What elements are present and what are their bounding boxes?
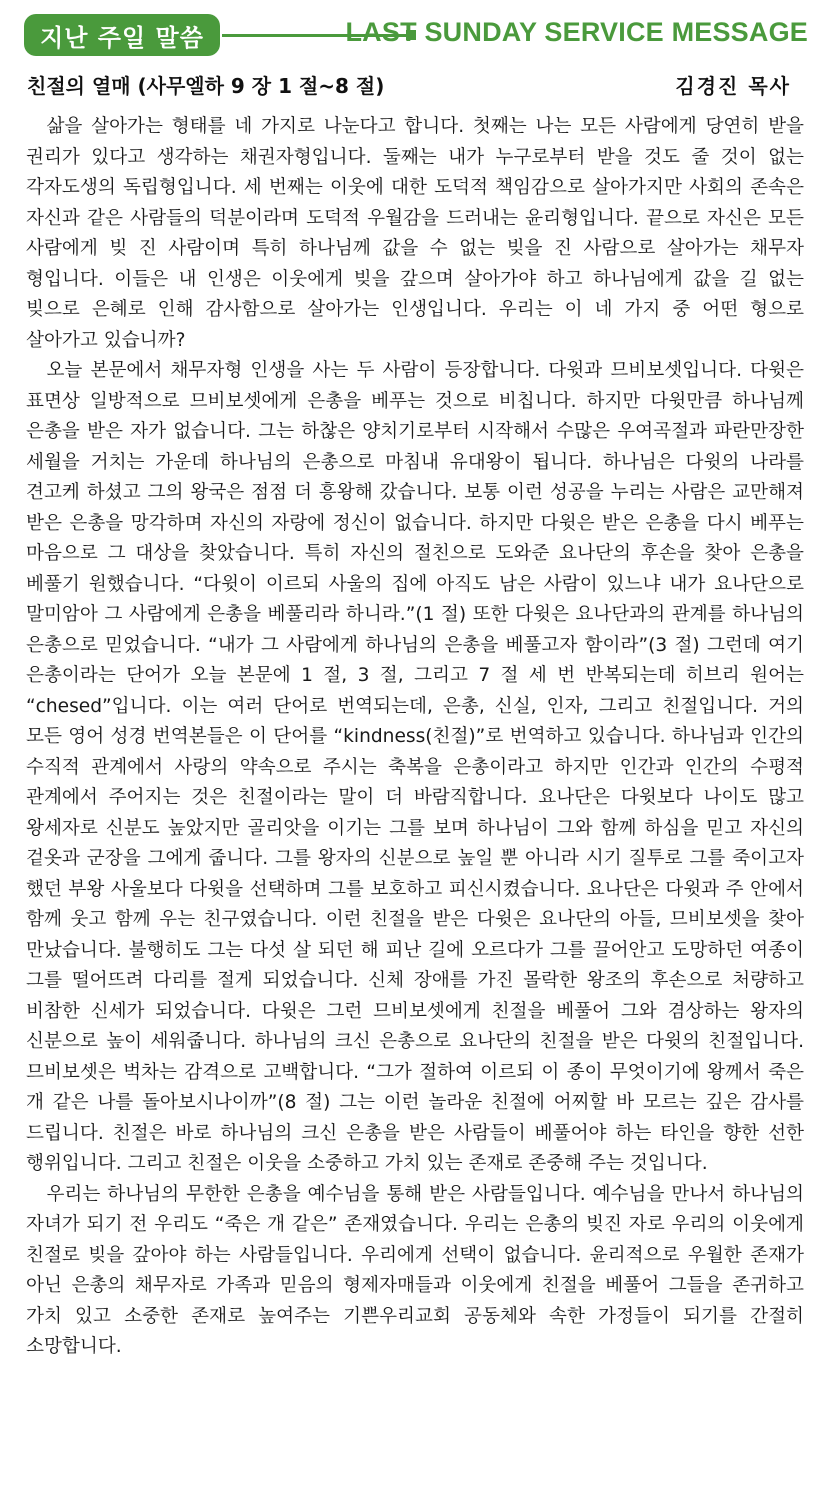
sermon-author: 김경진 목사 xyxy=(675,74,791,98)
sermon-paragraph-3: 우리는 하나님의 무한한 은총을 예수님을 통해 받은 사람들입니다. 예수님을 만나서 하나님의 자녀가 되기 전 우리도 “죽은 개 같은” 존재였습니다. 우리는 은총의 빚진 자로 우리의 이웃에게 친절로 빚을 갚아야 하는 사람들입니다. 우리에게 선택이 없습니다. 윤리적으로 우월한 존재가 아닌 은총의 채무자로 가족과 믿음의 형제자매들과 이웃에게 친절을 베풀어 그들을 존귀하고 가치 있고 소중한 존재로 높여주는 기쁜우리교회 공동체와 속한 가정들이 되기를 간절히 소망합니다. xyxy=(26,1183,804,1357)
sermon-body xyxy=(26,112,804,1363)
sermon-title-row xyxy=(27,70,803,104)
english-section-title: LAST SUNDAY SERVICE MESSAGE xyxy=(345,17,808,47)
section-header xyxy=(24,14,808,58)
sermon-paragraph-1: 삶을 살아가는 형태를 네 가지로 나눈다고 합니다. 첫째는 나는 모든 사람에게 당연히 받을 권리가 있다고 생각하는 채권자형입니다. 둘째는 내가 누구로부터 받을 것도 줄 것이 없는 각자도생의 독립형입니다. 세 번째는 이웃에 대한 도덕적 책임감으로 살아가지만 사회의 존속은 자신과 같은 사람들의 덕분이라며 도덕적 우월감을 드러내는 윤리형입니다. 끝으로 자신은 모든 사람에게 빚 진 사람이며 특히 하나님께 값을 수 없는 빚을 진 사람으로 살아가는 채무자 형입니다. 이들은 내 인생은 이웃에게 빚을 갚으며 살아가야 하고 하나님에게 값을 길 없는 빚으로 은혜로 인해 감사함으로 살아가는 인생입니다. 우리는 이 네 가지 중 어떤 형으로 살아가고 있습니까? xyxy=(26,116,804,351)
sermon-title: 친절의 열매 (사무엘하 9 장 1 절~8 절) xyxy=(27,74,385,98)
section-badge: 지난 주일 말씀 xyxy=(24,14,220,56)
sermon-paragraph-2: 오늘 본문에서 채무자형 인생을 사는 두 사람이 등장합니다. 다윗과 므비보셋입니다. 다윗은 표면상 일방적으로 므비보셋에게 은총을 베푸는 것으로 비칩니다. 하지만 다윗만큼 하나님께 은총을 받은 자가 없습니다. 그는 하찮은 양치기로부터 시작해서 수많은 우여곡절과 파란만장한 세월을 거치는 가운데 하나님의 은총으로 마침내 유대왕이 됩니다. 하나님은 다윗의 나라를 견고케 하셨고 그의 왕국은 점점 더 흥왕해 갔습니다. 보통 이런 성공을 누리는 사람은 교만해져 받은 은총을 망각하며 자신의 자랑에 정신이 없습니다. 하지만 다윗은 받은 은총을 다시 베푸는 마음으로 그 대상을 찾았습니다. 특히 자신의 절친으로 도와준 요나단의 후손을 찾아 은총을 베풀기 원했습니다. “다윗이 이르되 사울의 집에 아직도 남은 사람이 있느냐 내가 요나단으로 말미암아 그 사람에게 은총을 베풀리라 하니라.”(1 절) 또한 다윗은 요나단과의 관계를 하나님의 은총으로 믿었습니다. “내가 그 사람에게 하나님의 은총을 베풀고자 함이라”(3 절) 그런데 여기 은총이라는 단어가 오늘 본문에 1 절, 3 절, 그리고 7 절 세 번 반복되는데 히브리 원어는 “chesed”입니다. 이는 여러 단어로 번역되는데, 은총, 신실, 인자, 그리고 친절입니다. 거의 모든 영어 성경 번역본들은 이 단어를 “kindness(친절)”로 번역하고 있습니다. 하나님과 인간의 수직적 관계에서 사랑의 약속으로 주시는 축복을 은총이라고 하지만 인간과 인간의 수평적 관계에서 주어지는 것은 친절이라는 말이 더 바람직합니다. 요나단은 다윗보다 나이도 많고 왕세자로 신분도 높았지만 골리앗을 이기는 그를 보며 하나님이 그와 함께 하심을 믿고 자신의 겉옷과 군장을 그에게 줍니다. 그를 왕자의 신분으로 높일 뿐 아니라 시기 질투로 그를 죽이고자 했던 부왕 사울보다 다윗을 선택하며 그를 보호하고 피신시켰습니다. 요나단은 다윗과 주 안에서 함께 웃고 함께 우는 친구였습니다. 이런 친절을 받은 다윗은 요나단의 아들, 므비보셋을 찾아 만났습니다. 불행히도 그는 다섯 살 되던 해 피난 길에 오르다가 그를 끌어안고 도망하던 여종이 그를 떨어뜨려 다리를 절게 되었습니다. 신체 장애를 가진 몰락한 왕조의 후손으로 처량하고 비참한 신세가 되었습니다. 다윗은 그런 므비보셋에게 친절을 베풀어 그와 겸상하는 왕자의 신분으로 높이 세워줍니다. 하나님의 크신 은총으로 요나단의 친절을 받은 다윗의 친절입니다. 므비보셋은 벅차는 감격으로 고백합니다. “그가 절하여 이르되 이 종이 무엇이기에 왕께서 죽은 개 같은 나를 돌아보시나이까”(8 절) 그는 이런 놀라운 친절에 어찌할 바 모르는 깊은 감사를 드립니다. 친절은 바로 하나님의 크신 은총을 받은 사람들이 베풀어야 하는 타인을 향한 선한 행위입니다. 그리고 친절은 이웃을 소중하고 가치 있는 존재로 존중해 주는 것입니다. xyxy=(26,360,804,1174)
